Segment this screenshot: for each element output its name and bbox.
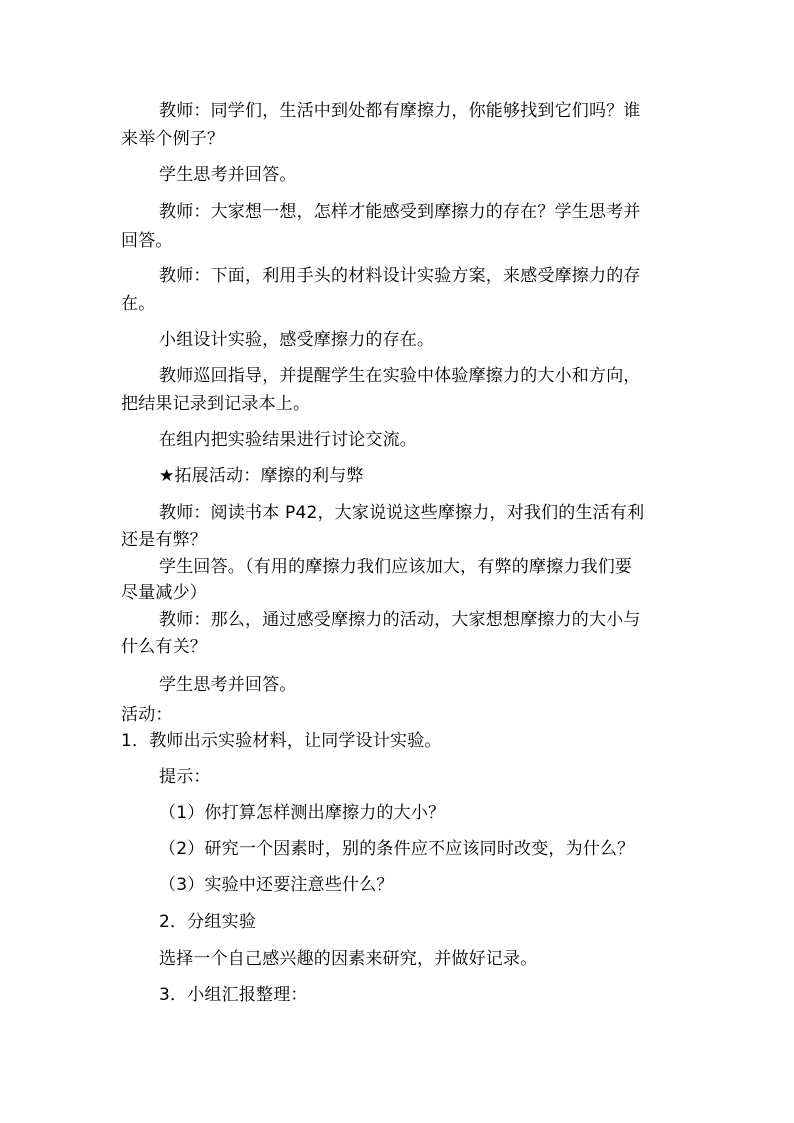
list-item: （3）实验中还要注意些什么？ (159, 875, 394, 895)
paragraph-line: 还是有弊？ (121, 530, 207, 550)
section-heading: ★拓展活动：摩擦的利与弊 (159, 466, 364, 486)
paragraph-line: 教师：大家想一想，怎样才能感受到摩擦力的存在？学生思考并 (159, 202, 641, 222)
paragraph-line: 教师巡回指导，并提醒学生在实验中体验摩擦力的大小和方向， (159, 366, 641, 386)
list-item: 2．分组实验 (159, 912, 257, 932)
paragraph-line: 教师：同学们，生活中到处都有摩擦力，你能够找到它们吗？谁 (159, 101, 641, 121)
paragraph-line: 教师：下面，利用手头的材料设计实验方案，来感受摩擦力的存 (159, 266, 641, 286)
list-item: （2）研究一个因素时，别的条件应不应该同时改变，为什么？ (159, 839, 635, 859)
paragraph-line: 选择一个自己感兴趣的因素来研究，并做好记录。 (159, 949, 538, 969)
paragraph-line: 尽量减少） (121, 583, 207, 603)
paragraph-line: 把结果记录到记录本上。 (121, 394, 311, 414)
paragraph-line: 回答。 (121, 231, 173, 251)
list-item: （1）你打算怎样测出摩擦力的大小？ (159, 803, 446, 823)
paragraph-line: 小组设计实验，感受摩擦力的存在。 (159, 330, 435, 350)
paragraph-line: 来举个例子？ (121, 129, 225, 149)
paragraph-line: 在组内把实验结果进行讨论交流。 (159, 430, 417, 450)
paragraph-line: 活动： (121, 705, 173, 725)
paragraph-line: 学生思考并回答。 (159, 675, 297, 695)
paragraph-line: 教师：那么，通过感受摩擦力的活动，大家想想摩擦力的大小与 (159, 610, 641, 630)
paragraph-line: 学生回答。（有用的摩擦力我们应该加大，有弊的摩擦力我们要 (159, 557, 633, 577)
paragraph-line: 什么有关？ (121, 637, 207, 657)
paragraph-line: 学生思考并回答。 (159, 165, 297, 185)
list-item: 3．小组汇报整理： (159, 985, 308, 1005)
paragraph-line: 在。 (121, 294, 156, 314)
paragraph-line: 教师：阅读书本 P42，大家说说这些摩擦力，对我们的生活有利 (159, 503, 645, 523)
list-item: 1．教师出示实验材料，让同学设计实验。 (121, 731, 442, 751)
paragraph-line: 提示： (159, 767, 211, 787)
